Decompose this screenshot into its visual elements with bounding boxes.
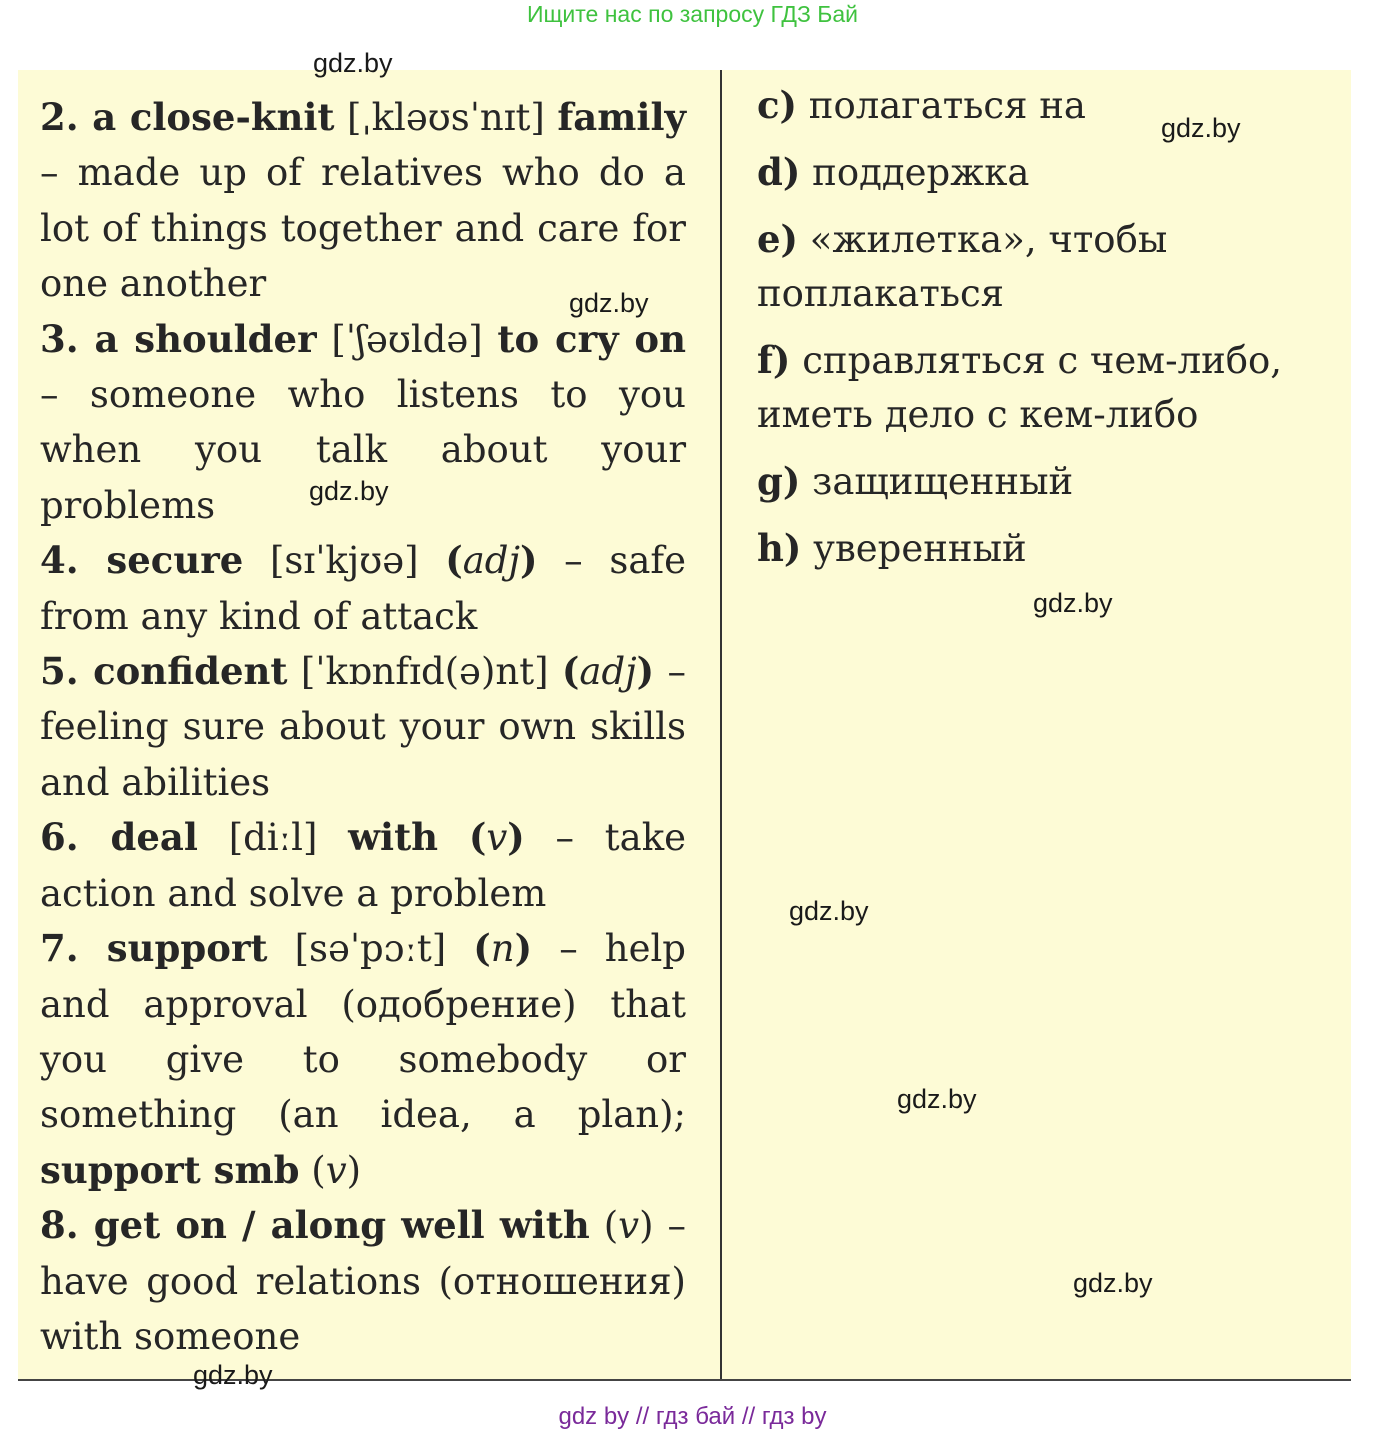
watermark: gdz.by — [789, 896, 869, 926]
vocab-entry-4: 4. secure [sɪˈkjʊə] (adj) – safe from any kind of attack — [40, 538, 686, 638]
translation-option-e — [757, 212, 1347, 321]
definition: – made up of relatives who do a lot of things together and care for one another — [40, 151, 686, 306]
transcription: [ˈʃəʊldə] — [316, 317, 498, 361]
vocab-entry-8: 8. get on / along well with (v) – have good relations (отношения) with someone — [40, 1203, 686, 1358]
option-text: справляться с чем-либо, иметь дело с кем-либо — [757, 339, 1283, 436]
watermark: gdz.by — [897, 1084, 977, 1114]
column-divider — [720, 70, 722, 1380]
option-letter: g) — [757, 459, 801, 503]
definition: – someone who listens to you when you talk about your problems — [40, 373, 686, 527]
vocab-entry-2 — [40, 90, 686, 312]
vocab-term: 5. confident — [40, 649, 288, 694]
translation-list — [757, 78, 1347, 588]
option-letter: c) — [757, 83, 798, 127]
watermark: gdz.by — [313, 48, 393, 78]
translation-option-h — [757, 521, 1347, 576]
watermark: gdz.by — [193, 1360, 273, 1390]
vocab-term: 6. deal — [40, 815, 198, 860]
option-letter: e) — [757, 217, 799, 261]
option-text: «жилетка», чтобы поплакаться — [757, 218, 1168, 315]
option-text: полагаться на — [797, 84, 1086, 127]
part-of-speech: adj — [462, 539, 520, 583]
footer-links: gdz by // гдз бай // гдз by — [558, 1403, 827, 1430]
option-text: защищенный — [800, 460, 1074, 503]
transcription: [ˈkɒnfɪd(ə)nt] — [287, 650, 562, 694]
part-of-speech: v — [486, 816, 508, 860]
translation-option-g — [757, 454, 1347, 509]
translation-option-c — [757, 78, 1347, 133]
vocab-term: 4. secure — [40, 538, 244, 583]
vocabulary-list — [40, 90, 686, 1364]
part-of-speech: adj — [579, 650, 637, 694]
translation-option-f — [757, 333, 1347, 442]
watermark: gdz.by — [1161, 113, 1241, 143]
definition: – take action and solve a problem — [40, 816, 687, 915]
option-letter: h) — [757, 526, 802, 570]
part-of-speech: v — [325, 1148, 347, 1192]
translation-option-d — [757, 145, 1347, 200]
vocab-term: 7. support — [40, 926, 268, 971]
part-of-speech: v — [618, 1204, 640, 1248]
transcription: [səˈpɔːt] — [267, 927, 474, 971]
vocab-entry-6: 6. deal [diːl] with (v) – take action and solve a problem — [40, 815, 687, 915]
transcription: [sɪˈkjʊə] — [243, 539, 446, 583]
top-banner: Ищите нас по запросу ГДЗ Бай — [526, 1, 859, 27]
option-letter: f) — [757, 338, 791, 382]
vocab-term: 8. get on / along well with — [40, 1203, 590, 1248]
option-letter: d) — [757, 150, 801, 194]
vocab-entry-7: 7. support [səˈpɔːt] (n) – help and approval (одобрение) that you give to somebody or something (an idea, a plan); support smb (v) — [40, 926, 686, 1192]
watermark: gdz.by — [309, 476, 389, 506]
vocab-term: to cry on — [497, 316, 687, 361]
transcription: [diːl] — [197, 816, 349, 860]
vocab-term: 2. a close-knit — [40, 95, 335, 139]
definition: – safe from any kind of attack — [40, 539, 686, 638]
part-of-speech: n — [490, 927, 515, 971]
transcription: [ˌkləʊsˈnɪt] — [334, 96, 558, 139]
definition: – feeling sure about your own skills and abilities — [40, 650, 686, 804]
vocab-term: with — [348, 815, 439, 860]
vocab-term: 3. a shoulder — [40, 316, 317, 361]
watermark: gdz.by — [569, 288, 649, 318]
vocab-entry-5: 5. confident [ˈkɒnfɪd(ə)nt] (adj) – feeling sure about your own skills and abilities — [40, 649, 686, 804]
option-text: поддержка — [800, 151, 1030, 194]
watermark: gdz.by — [1073, 1268, 1153, 1298]
option-text: уверенный — [801, 527, 1027, 570]
definition: – help and approval (одобрение) that you give to somebody or something (an idea, a plan); — [40, 927, 686, 1137]
vocab-term: family — [557, 95, 686, 139]
vocab-term: support smb — [40, 1147, 300, 1192]
definition: – have good relations (отношения) with someone — [40, 1204, 686, 1358]
watermark: gdz.by — [1033, 588, 1113, 618]
